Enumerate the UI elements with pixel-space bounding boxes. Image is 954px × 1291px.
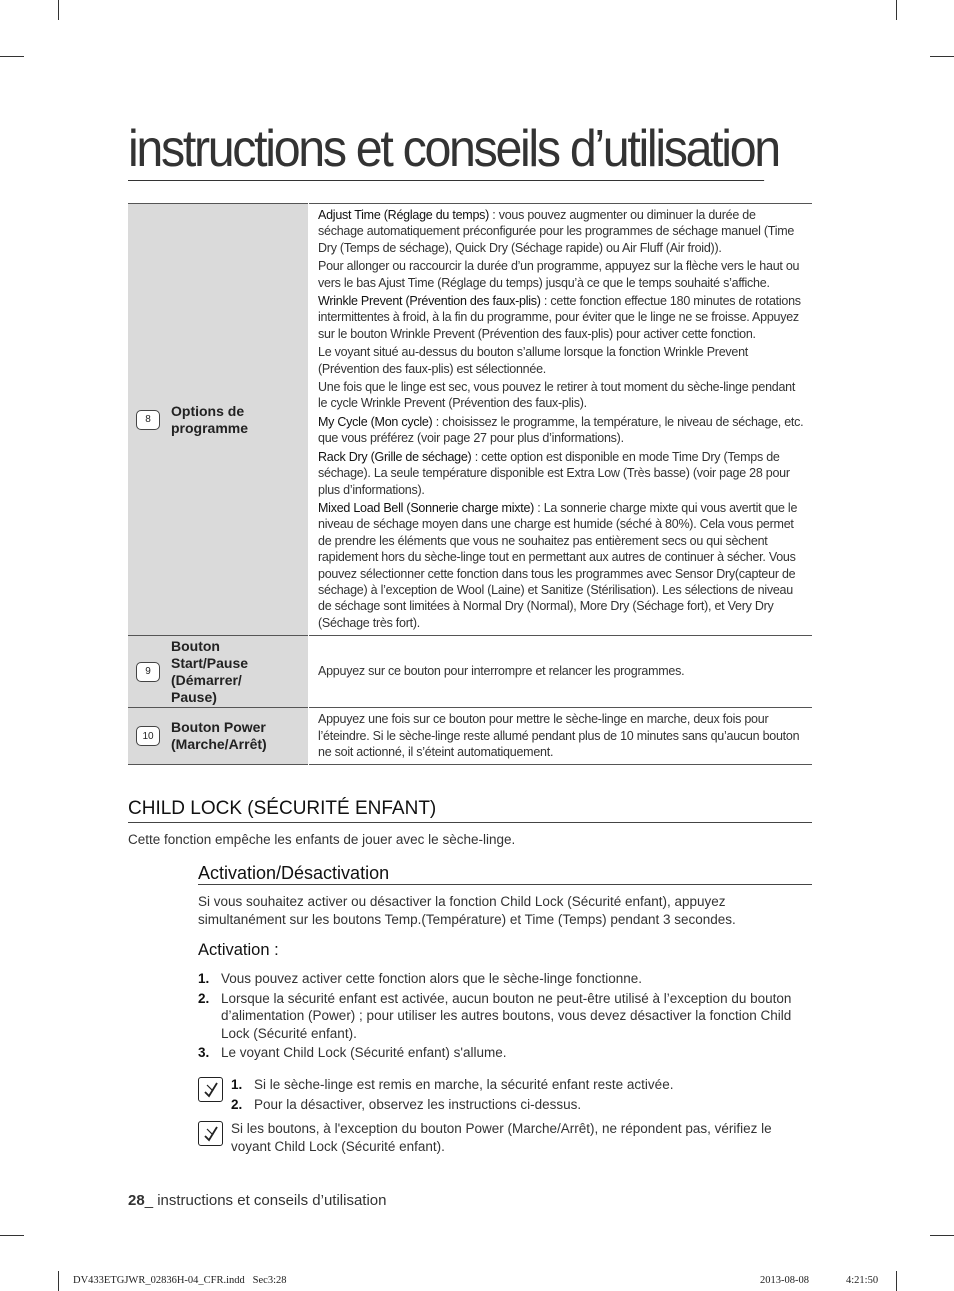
list-item: 2. Lorsque la sécurité enfant est activée, aucun bouton ne peut-être utilisé à l’exception du bouton d’alimentation (Power) ; pour utiliser les autres boutons, vous devez désactiver la fonction Child Lock (Sécurité enfant). — [198, 990, 792, 1041]
row-label-cell — [128, 204, 309, 636]
footer-text: _ instructions et conseils d’utilisation — [144, 1192, 387, 1209]
list-item: 2. Pour la désactiver, observez les instructions ci-dessus. — [231, 1096, 582, 1112]
desc-paragraph: Appuyez une fois sur ce bouton pour mettre le sèche-linge en marche, deux fois pour l’éteindre. Si le sèche-linge reste allumé pendant plus de 10 minutes sans qu’aucun bouton ne soit actionné, il s’éteint automatiquement. — [318, 712, 800, 759]
row-label: Options de programme — [171, 402, 249, 436]
crop-mark — [0, 56, 24, 57]
row-description — [309, 636, 813, 708]
note-pencil-icon — [198, 1077, 223, 1102]
note-text: Si les boutons, à l'exception du bouton Power (Marche/Arrêt), ne répondent pas, vérifiez le voyant Child Lock (Sécurité enfant). — [231, 1121, 772, 1154]
slug-date: 2013-08-08 — [760, 1275, 809, 1286]
row-number-badge: 10 — [136, 726, 160, 746]
list-item: 1. Si le sèche-linge est remis en marche, la sécurité enfant reste activée. — [231, 1077, 674, 1092]
note-pencil-icon — [198, 1121, 223, 1146]
section-title: CHILD LOCK (SÉCURITÉ ENFANT) — [128, 798, 812, 823]
row-number-badge: 9 — [136, 662, 160, 682]
page-title: instructions et conseils d’utilisation — [128, 118, 764, 181]
desc-paragraph: Adjust Time (Réglage du temps) : vous pouvez augmenter ou diminuer la durée de séchage automatiquement préconfigurée pour les programmes de séchage manuel (Time Dry (Temps de séchage), Quick Dry (Séchage rapide) ou Air Fluff (Air froid)). — [318, 208, 795, 255]
crop-mark — [930, 56, 954, 57]
section-intro: Cette fonction empêche les enfants de jouer avec le sèche-linge. — [128, 832, 516, 847]
crop-mark — [58, 1271, 59, 1291]
row-description — [309, 708, 813, 765]
subsection-title: Activation/Désactivation — [198, 862, 812, 885]
desc-paragraph: Une fois que le linge est sec, vous pouvez le retirer à tout moment du sèche-linge pendant le cycle Wrinkle Prevent (Prévention des faux-plis). — [318, 380, 796, 411]
desc-paragraph: Pour allonger ou raccourcir la durée d’un programme, appuyez sur la flèche vers le haut ou vers le bas Ajust Time (Réglage du temps) jusqu’à ce que le temps souhaité s’affiche. — [318, 259, 800, 290]
row-label: Bouton Power (Marche/Arrêt) — [171, 719, 267, 753]
row-description — [309, 204, 813, 636]
desc-paragraph: Mixed Load Bell (Sonnerie charge mixte) : La sonnerie charge mixte qui vous avertit que le niveau de séchage moyen dans une charge est humide (séché à 80%). Cela vous permet de prendre les éléments que vous ne souhaitez pas entièrement secs ou qui sèchent rapidement hors du sèche-linge tout en permettant aux autres de continuer à sécher. Vous pouvez sélectionner cette fonction dans tous les programmes avec Sensor Dry(capteur de séchage) à l’exception de Wool (Laine) et Sanitize (Stérilisation). Les sélections de niveau de séchage sont limitées à Normal Dry (Normal), More Dry (Séchage fort), et Very Dry (Séchage très fort). — [318, 500, 798, 630]
desc-paragraph: Wrinkle Prevent (Prévention des faux-plis) : cette fonction effectue 180 minutes de rotations intermittentes à froid, à la fin du programme, pour éviter que le linge ne se froisse. Appuyez sur le bouton Wrinkle Prevent (Prévention des faux-plis) pour activer cette fonction. — [318, 294, 801, 341]
desc-paragraph: My Cycle (Mon cycle) : choisissez le programme, la température, le niveau de séchage, etc. que vous préférez (voir page 27 pour plus d’informations). — [318, 414, 804, 446]
crop-mark — [896, 1271, 897, 1291]
table-row — [128, 636, 812, 708]
crop-mark — [896, 0, 897, 20]
note-block — [198, 1120, 812, 1155]
options-table — [128, 203, 812, 765]
row-label: Bouton Start/Pause (Démarrer/ Pause) — [171, 637, 249, 705]
row-number-badge: 8 — [136, 410, 160, 430]
row-label-cell — [128, 636, 309, 708]
page-footer — [128, 1192, 386, 1209]
note-block — [198, 1076, 812, 1115]
activation-title: Activation : — [198, 941, 279, 959]
table-row — [128, 708, 812, 765]
list-item: 3. Le voyant Child Lock (Sécurité enfant) s'allume. — [198, 1045, 507, 1060]
desc-paragraph: Le voyant situé au-dessus du bouton s’allume lorsque la fonction Wrinkle Prevent (Prévention des faux-plis) est sélectionnée. — [318, 345, 749, 376]
desc-paragraph: Appuyez sur ce bouton pour interrompre et relancer les programmes. — [318, 663, 685, 678]
table-row — [128, 204, 812, 636]
crop-mark — [0, 1235, 24, 1236]
subsection-paragraph: Si vous souhaitez activer ou désactiver la fonction Child Lock (Sécurité enfant), appuyez simultanément sur les boutons Temp.(Température) et Time (Temps) pendant 3 secondes. — [198, 894, 736, 927]
row-label-cell — [128, 708, 309, 765]
list-item: 1. Vous pouvez activer cette fonction alors que le sèche-linge fonctionne. — [198, 971, 643, 986]
page-number: 28 — [128, 1192, 145, 1209]
slug-time: 4:21:50 — [846, 1275, 879, 1286]
activation-steps — [198, 970, 798, 1064]
crop-mark — [58, 0, 59, 20]
crop-mark — [930, 1235, 954, 1236]
desc-paragraph: Rack Dry (Grille de séchage) : cette option est disponible en mode Time Dry (Temps de séchage). La seule température disponible est Extra Low (Très basse) (voir page 28 pour plus d’informations). — [318, 449, 790, 497]
slug-file: DV433ETGJWR_02836H-04_CFR.indd Sec3:28 — [73, 1275, 287, 1286]
